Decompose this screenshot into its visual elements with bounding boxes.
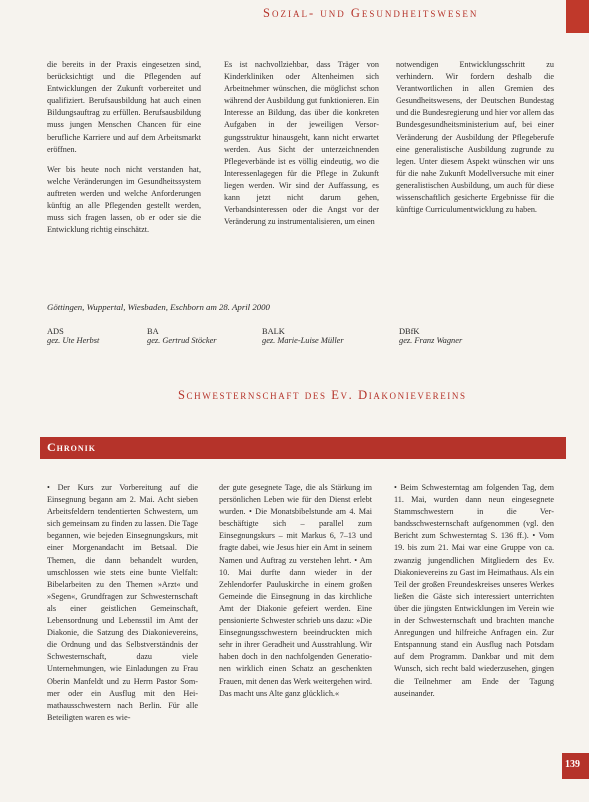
section-header: Sozial- und Gesundheitswesen	[263, 6, 479, 20]
chronik-column-2	[219, 482, 372, 708]
signature-name: gez. Franz Wagner	[399, 336, 463, 345]
signature-name: gez. Ute Herbst	[47, 336, 100, 345]
article-column-1	[47, 59, 201, 244]
paragraph: Es ist nachvollziehbar, dass Träger von Kinderkliniken oder Altenheimen sich Arbeitnehmer wünschen, die möglichst schon während der Ausbildung gut funktionieren. Ein Interesse an Bildung, das über die konkreten Aufgaben in der jeweiligen Versorgungsstruktur hinausgeht, kann nicht erwartet werden. Aus Sicht der unterzeichnenden Pflegeverbände ist es völlig eindeutig, wo die Interessenlagegen für die Pflege in Zukunft liegen werden. Wir sind der Auffassung, es kann jetzt nicht darum gehen, Verbandsinteressen oder die Angst vor der Veränderung zu instrumentalisieren, um einen	[224, 60, 379, 227]
paragraph: notwendigen Entwicklungsschritt zu verhindern. Wir fordern deshalb die Verantwortlichen in allen Gremien des Gesundheitswesens, der Deutschen Bundestag und die Bundesregierung und hier vor allem das Bundesgesundheitsministerium auf, bei einer Veränderung der Ausbildung der Pflegeberufe eine generalistische Ausbildung zugrunde zu legen. Unter diesem Aspekt wünschen wir uns für die nahe Zukunft Modellversuche mit einer generalistischen Ausbildung, um auch für diese wissenschaftlich gesicherte Ergebnisse für die künftige Curriculumentwicklung zu haben.	[396, 60, 554, 215]
signature-3	[262, 327, 344, 345]
signature-org: BALK	[262, 327, 285, 336]
chronik-header-bar	[40, 437, 566, 459]
chronik-column-3	[394, 482, 554, 708]
signature-4	[399, 327, 462, 345]
chronik-label: Chronik	[47, 440, 97, 454]
paragraph: Wer bis heute noch nicht verstanden hat, welche Veränderungen im Gesundheitssystem auftreten werden und welche Anforderungen künftig an alle Pflegenden gestellt werden, muss sich fragen lassen, ob er oder sie die Entwicklung richtig einschätzt.	[47, 164, 201, 235]
page-number: 139	[565, 759, 580, 770]
corner-marker	[566, 0, 589, 33]
signature-name: gez. Marie-Luise Müller	[262, 336, 344, 345]
section-title: Schwesternschaft des Ev. Diakonievereins	[178, 388, 467, 402]
signature-2	[147, 327, 217, 345]
article-column-3	[396, 59, 554, 224]
paragraph: der gute gesegnete Tage, die als Stärkung im persönlichen Leben wie für den Dienst erlebt wurden. • Die Monatsbibelstunde am 4. Mai beschäftigte sich – parallel zum Einsegnungskurs – mit Markus 6, 7–13 und fragte dabei, wie Jesus hier ein Amt in seinem Namen und Auftrag zu verstehen lehrt. • Am 10. Mai durfte dann wieder in der Zehlendorfer Pauluskirche in einem großen Gemeinde die Einsegnung in das kirchliche Amt der Diakonie gefeiert werden. Eine pensionierte Schwester schrieb uns dazu: »Die Einsegnungsschwestern beeindruckten mich sehr in ihrer Geradheit und Ausstrahlung. Wir haben doch in den nachfolgenden Generationen wirklich einen Schatz an geschenkten Frauen, mit denen das Werk weitergehen wird. Das macht uns Alte ganz glücklich.«	[219, 483, 372, 698]
article-column-2	[224, 59, 379, 236]
signature-org: BA	[147, 327, 159, 336]
signature-org: ADS	[47, 327, 64, 336]
signature-name: gez. Gertrud Stöcker	[147, 336, 217, 345]
signature-1	[47, 327, 99, 345]
paragraph: die bereits in der Praxis eingesetzen sind, berücksichtigt und die Pflegenden auf Entwicklungen der Zukunft vorbereitet und qualifiziert. Berufsausbildung hat auch einen Bildungsauftrag zu erfüllen. Berufsausbildung muss jungen Menschen Chancen für eine berufliche Karriere und auf dem Arbeitsmarkt eröffnen.	[47, 60, 201, 154]
chronik-column-1	[47, 482, 198, 732]
page-number-tab	[562, 753, 589, 779]
signature-org: DBfK	[399, 327, 420, 336]
place-date: Göttingen, Wuppertal, Wiesbaden, Eschborn am 28. April 2000	[47, 302, 270, 312]
paragraph: • Beim Schwesterntag am folgenden Tag, dem 11. Mai, wurden dann neun eingesegnete Stammschwestern in die Verbandsschwesternschaft aufgenommen (vgl. den Bericht zum Schwesterntag S. 136 ff.). • Vom 19. bis zum 21. Mai war eine Gruppe von ca. zwanzig jungendlichen Mitgliedern des Ev. Diakonievereins zu Gast im Heimathaus. Als ein Teil der großen Freundeskreises unseres Werkes ließen die Gäste sich interessiert unterrichten über die jüngsten Entwicklungen im Verein wie in der Schwesternschaft und brachten manche Anregungen und hilfreiche Anfragen ein. Zur Entspannung stand ein Ausflug nach Potsdam auf dem Programm. Dankbar und mit dem Wunsch, sich recht bald wiederzusehen, gingen die Teilnehmer am Ende der Tagung auseinander.	[394, 483, 554, 698]
paragraph: • Der Kurs zur Vorbereitung auf die Einsegnung begann am 2. Mai. Acht sieben Arbeitsfeldern tendentierten Schwestern, um sich gemeinsam zu finden zu lassen. Die Tage begannen, wie bejeden Einsegnungskurs, mit einer Morgenandacht im Betsaal. Die Themen, die dann behandelt wurden, umschlossen wie stets eine bunte Vielfalt: Bibelarbeiten zu den Themen »Arzt« und »Segen«, Grundfragen zur Schwesternschaft als einer geistlichen Gemeinschaft, Lebensordnung und Lebensstil im Amt der Diakonie, die Satzung des Diakonievereins, die Ordnung und das Selbstverständnis der Schwesternschaft, dazu viele Unternehmungen, wie Einladungen zu Frau Oberin Manfeldt und zu Herrn Pastor Sommer oder ein Ausflug mit den Heimathausschwestern nach Berlin. Für alle Beteiligten waren es wie-	[47, 483, 198, 722]
